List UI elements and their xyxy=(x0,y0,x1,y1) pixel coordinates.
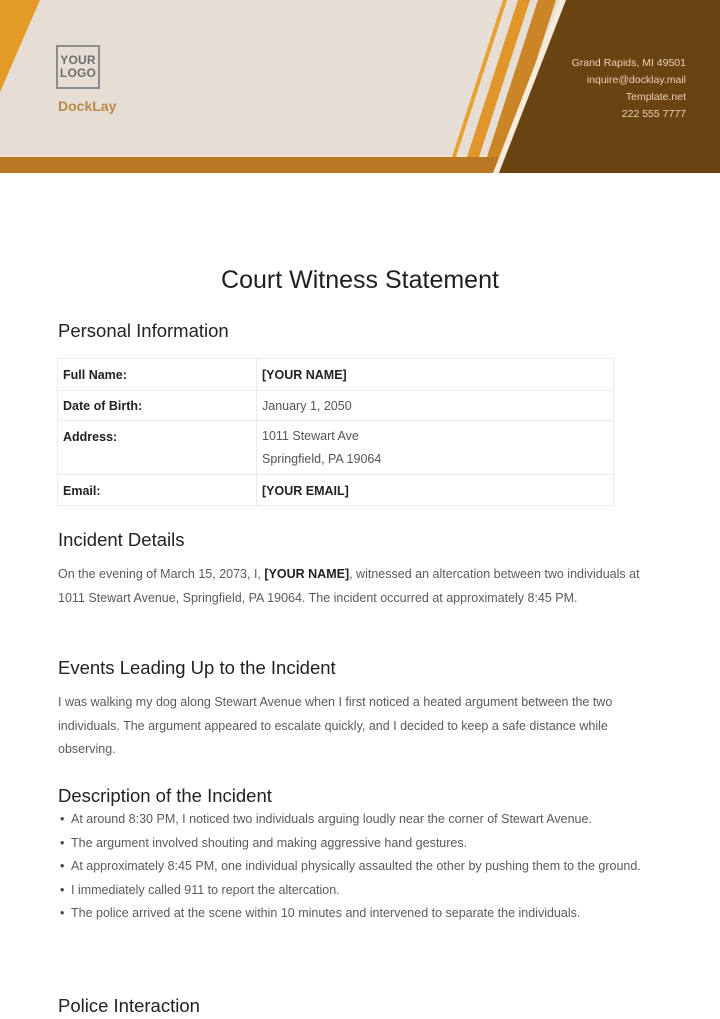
address-line1: 1011 Stewart Ave xyxy=(262,429,359,443)
brand-name: DockLay xyxy=(58,98,117,114)
table-row xyxy=(58,475,614,506)
incident-text-before: On the evening of March 15, 2073, I, xyxy=(58,567,265,581)
section-heading-description: Description of the Incident xyxy=(58,785,272,806)
incident-details-paragraph xyxy=(58,563,668,610)
list-item: • At approximately 8:45 PM, one individual physically assaulted the other by pushing them to the ground. xyxy=(58,855,668,879)
label-email: Email: xyxy=(58,475,257,506)
contact-website: Template.net xyxy=(625,91,686,103)
label-address: Address: xyxy=(58,421,257,475)
document-title: Court Witness Statement xyxy=(221,266,499,294)
section-heading-police-interaction: Police Interaction xyxy=(58,995,200,1016)
label-full-name: Full Name: xyxy=(58,359,257,391)
personal-info-table xyxy=(57,358,614,506)
value-full-name: [YOUR NAME] xyxy=(257,359,614,391)
address-line2: Springfield, PA 19064 xyxy=(262,452,382,466)
value-date-of-birth: January 1, 2050 xyxy=(257,391,614,421)
contact-email: inquire@docklay.mail xyxy=(586,74,686,86)
events-leading-paragraph: I was walking my dog along Stewart Avenue when I first noticed a heated argument between the two individuals. The argument appeared to escalate quickly, and I decided to keep a safe distance while observing. xyxy=(58,695,613,756)
incident-text-after: , witnessed an altercation between two individuals at 1011 Stewart Avenue, Springfield, PA 19064. The incident occurred at approximately 8:45 PM. xyxy=(58,567,640,605)
list-item: • The police arrived at the scene within 10 minutes and intervened to separate the individuals. xyxy=(58,902,668,926)
table-row xyxy=(58,391,614,421)
table-row xyxy=(58,359,614,391)
list-item: • At around 8:30 PM, I noticed two individuals arguing loudly near the corner of Stewart Avenue. xyxy=(58,808,668,832)
label-date-of-birth: Date of Birth: xyxy=(58,391,257,421)
value-address xyxy=(257,421,614,475)
section-heading-personal-info: Personal Information xyxy=(58,320,229,341)
logo-text-line1: YOUR xyxy=(60,53,96,67)
section-heading-incident-details: Incident Details xyxy=(58,529,185,550)
logo-text-line2: LOGO xyxy=(59,66,97,80)
letterhead-banner xyxy=(0,0,720,173)
incident-name-placeholder: [YOUR NAME] xyxy=(264,567,350,581)
table-row xyxy=(58,421,614,475)
list-item: • I immediately called 911 to report the altercation. xyxy=(58,879,668,903)
description-list xyxy=(58,808,668,926)
contact-address: Grand Rapids, MI 49501 xyxy=(571,57,686,69)
value-email: [YOUR EMAIL] xyxy=(257,475,614,506)
contact-block xyxy=(572,55,686,123)
list-item: • The argument involved shouting and making aggressive hand gestures. xyxy=(58,832,668,856)
logo-placeholder xyxy=(56,45,100,89)
contact-phone: 222 555 7777 xyxy=(621,108,686,120)
section-heading-events-leading: Events Leading Up to the Incident xyxy=(58,657,336,678)
